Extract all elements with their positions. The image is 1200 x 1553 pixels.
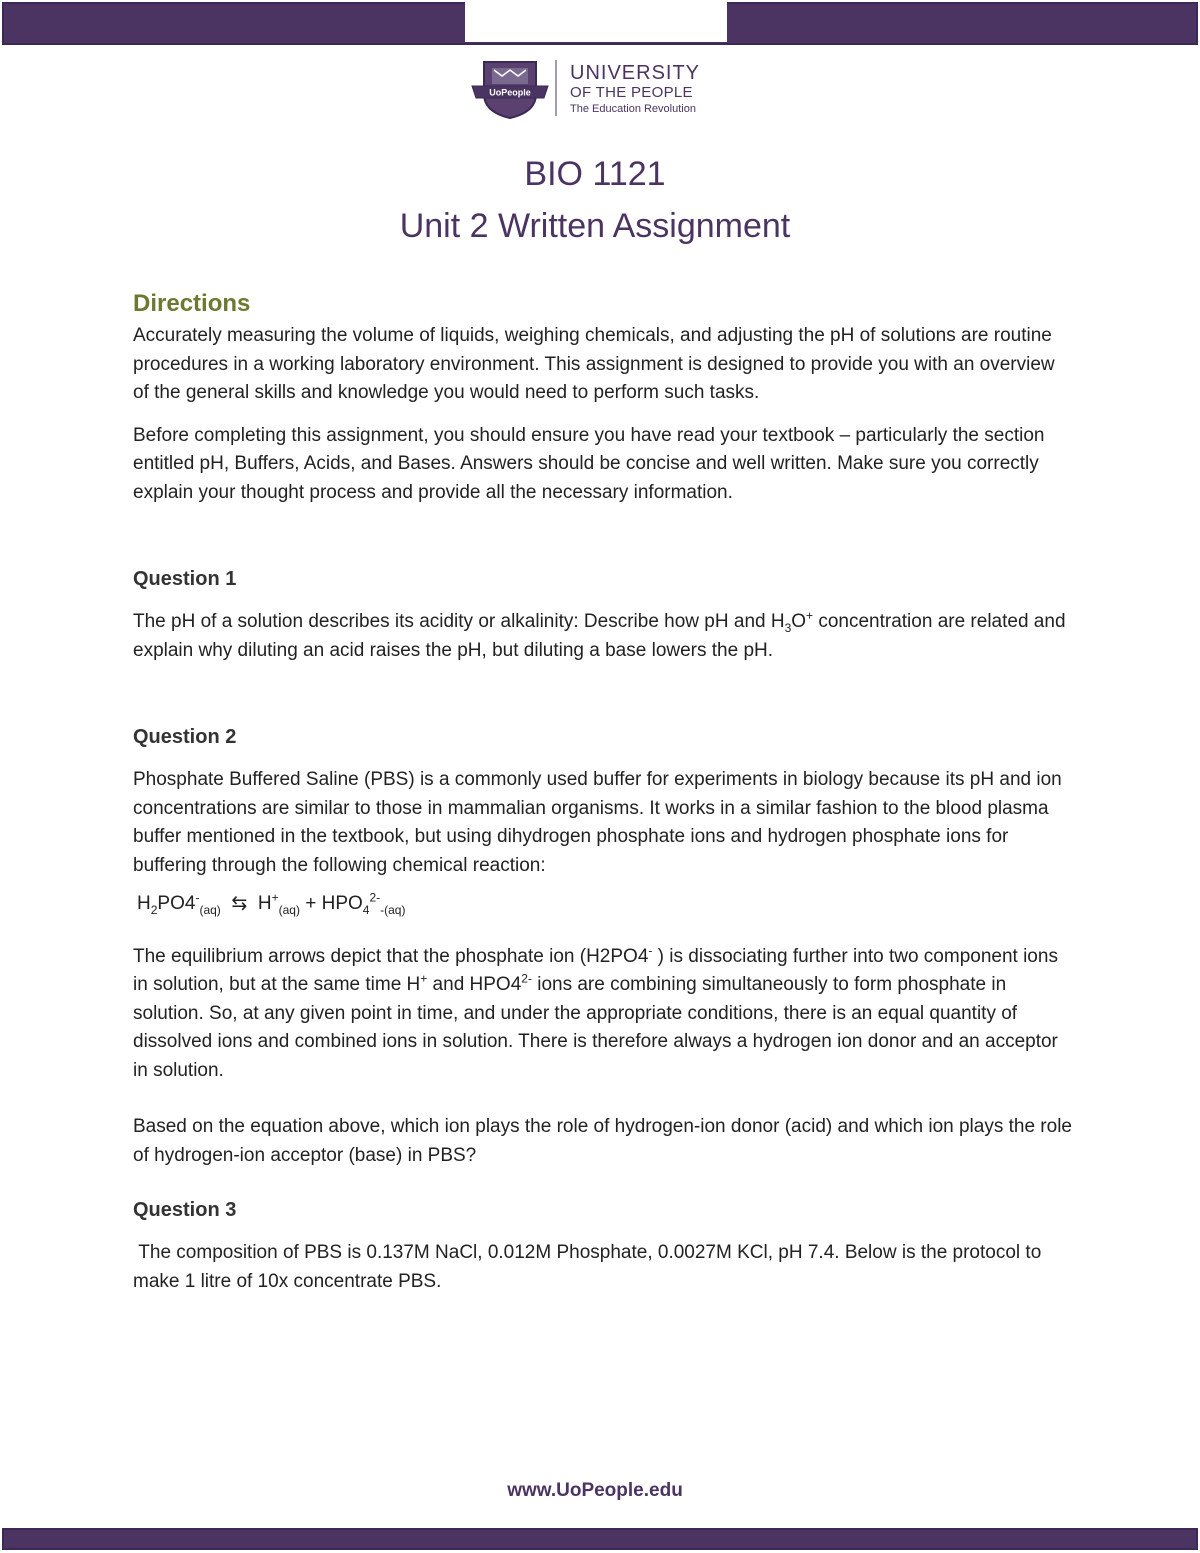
- eq-superscript: -: [195, 890, 200, 905]
- q1-subscript: 3: [784, 620, 792, 635]
- question-2-paragraph-2: [133, 943, 1073, 1086]
- top-band-notch: [465, 2, 727, 42]
- eq-subscript: 4: [362, 902, 370, 917]
- eq-subscript: (aq): [199, 902, 221, 917]
- logo-line-of-the-people: OF THE PEOPLE: [570, 84, 693, 101]
- question-2-paragraph-1: Phosphate Buffered Saline (PBS) is a commonly used buffer for experiments in biology because its pH and ion concentrations are similar to those in mammalian organisms. It works in a similar fashion to the blood plasma buffer mentioned in the textbook, but using dihydrogen phosphate ions and hydrogen phosphate ions for buffering through the following chemical reaction:: [133, 769, 1062, 876]
- q2-superscript: 2-: [521, 971, 532, 986]
- bottom-band: [2, 1528, 1198, 1550]
- directions-paragraph-1: Accurately measuring the volume of liquids, weighing chemicals, and adjusting the pH of solutions are routine procedures in a working laboratory environment. This assignment is designed to provide you with an overview of the general skills and knowledge you would need to perform such tasks.: [133, 325, 1055, 403]
- equilibrium-arrow-icon: ⇆: [231, 893, 248, 914]
- q2-superscript: -: [648, 943, 653, 958]
- logo-badge-text: UoPeople: [489, 87, 531, 98]
- eq-superscript: 2-: [369, 890, 381, 905]
- eq-part: H: [257, 893, 272, 914]
- eq-subscript: -(aq): [380, 902, 406, 917]
- chemical-equation: [137, 890, 1073, 919]
- assignment-title: Unit 2 Written Assignment: [399, 207, 791, 245]
- question-1-heading: Question 1: [133, 568, 237, 590]
- eq-subscript: (aq): [278, 902, 300, 917]
- q2-text-part: and HPO4: [427, 974, 522, 995]
- q2-text-part: ) is dissociating further into two component ions in solution, but at the same time H: [133, 945, 1058, 995]
- logo-wordmark: [570, 62, 700, 116]
- eq-part: PO4: [157, 893, 196, 914]
- eq-subscript: 2: [150, 902, 158, 917]
- logo-tagline: The Education Revolution: [570, 103, 696, 115]
- course-code: BIO 1121: [524, 155, 666, 193]
- university-logo: [470, 58, 720, 120]
- q1-text-part: concentration are related and explain why diluting an acid raises the pH, but diluting a base lowers the pH.: [133, 611, 1066, 661]
- eq-part: H: [137, 893, 151, 914]
- question-1-text: [133, 608, 1073, 665]
- q2-text-part: The equilibrium arrows depict that the phosphate ion (H2PO4: [133, 945, 649, 967]
- question-2-heading: Question 2: [133, 726, 237, 748]
- eq-part: + HPO: [305, 893, 363, 914]
- logo-line-university: UNIVERSITY: [570, 62, 701, 84]
- q1-text-part: The pH of a solution describes its acidity or alkalinity: Describe how pH and H: [133, 611, 785, 632]
- q2-text-part: ions are combining simultaneously to form phosphate in solution. So, at any given point in time, and under the appropriate conditions, there is an equal quantity of dissolved ions and combined ions in solution. There is therefore always a hydrogen ion donor and an acceptor in solution.: [133, 974, 1058, 1081]
- document-title: [0, 148, 1190, 252]
- q1-text-part: O: [791, 611, 807, 632]
- shield-crest-icon: [470, 58, 562, 120]
- directions-heading: Directions: [133, 290, 251, 317]
- question-3-paragraph-1: The composition of PBS is 0.137M NaCl, 0.012M Phosphate, 0.0027M KCl, pH 7.4. Below is the protocol to make 1 litre of 10x concentrate PBS.: [133, 1242, 1047, 1292]
- question-3-heading: Question 3: [133, 1199, 237, 1221]
- question-2-paragraph-3: Based on the equation above, which ion plays the role of hydrogen-ion donor (acid) and which ion plays the role of hydrogen-ion acceptor (base) in PBS?: [133, 1116, 1072, 1166]
- q2-superscript: +: [420, 971, 428, 986]
- q1-superscript: +: [806, 608, 814, 623]
- document-body: [133, 288, 1073, 1310]
- directions-paragraph-2: Before completing this assignment, you should ensure you have read your textbook – particularly the section entitled pH, Buffers, Acids, and Bases. Answers should be concise and well written. Make sure you correctly explain your thought process and provide all the necessary information.: [133, 424, 1045, 503]
- eq-superscript: +: [271, 890, 279, 905]
- footer-url: www.UoPeople.edu: [507, 1480, 683, 1501]
